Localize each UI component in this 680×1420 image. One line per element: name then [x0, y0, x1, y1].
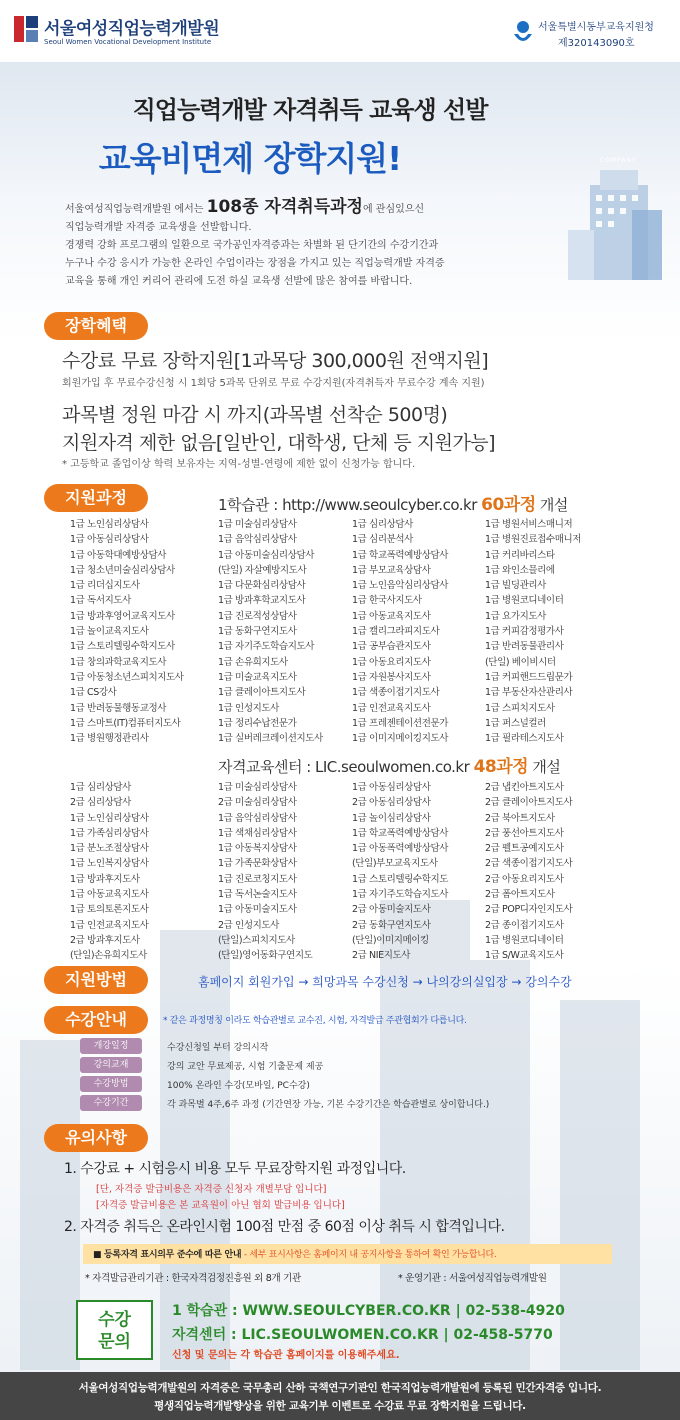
education-office-logo-icon — [512, 20, 534, 46]
course-item: 1급 프레젠테이션전문가 — [352, 717, 449, 729]
course-item: 1급 스토리텔링수학지도사 — [70, 641, 175, 653]
course-item: 1급 미술심리상담사 — [218, 782, 297, 793]
course-item: 1급 아동폭력예방상담사 — [352, 843, 449, 855]
course-item: 1급 아동미술심리상담사 — [218, 549, 315, 561]
course-item: 1급 미술심리상담사 — [218, 519, 297, 530]
guide-tag: 수강기간 — [80, 1095, 142, 1111]
course-item: 2급 심리상담사 — [70, 797, 131, 809]
course-item: 1급 진로코칭지도사 — [218, 873, 297, 885]
background-building — [560, 1000, 640, 1370]
course-item: (단일)손유희지도사 — [70, 950, 147, 962]
site1-course-count: 60과정 — [481, 495, 536, 515]
course-item: 1급 노인심리상담사 — [70, 812, 149, 824]
course-item: 1급 노인심리상담사 — [70, 519, 149, 530]
inquiry-site1[interactable]: 1 학습관 : WWW.SEOULCYBER.CO.KR | 02-538-4920 — [172, 1303, 565, 1319]
course-item: 1급 스토리텔링수학지도 — [352, 873, 449, 885]
course-item: (단일)부모교육지도사 — [352, 858, 438, 870]
course-item: 1급 음악심리상담사 — [218, 812, 297, 824]
course-item: 1급 정리수납전문가 — [218, 717, 297, 729]
course-item: 1급 부동산자산관리사 — [485, 687, 573, 699]
course-item: 2급 인성지도사 — [218, 919, 279, 931]
course-item: 1급 진로적성상담사 — [218, 610, 297, 622]
course-item: 1급 심리상담사 — [352, 519, 413, 530]
course-item: 1급 음악심리상담사 — [218, 534, 297, 546]
course-item: 1급 자기주도학습지도사 — [352, 889, 449, 901]
course-item: 1급 한국사지도사 — [352, 595, 422, 607]
course-item: 1급 독서논술지도사 — [218, 889, 297, 901]
course-item: 1급 아동심리상담사 — [70, 534, 149, 546]
course-item: 1급 자기주도학습지도사 — [218, 641, 315, 653]
site2-course-count: 48과정 — [473, 757, 529, 777]
course-item: 1급 아동미술지도사 — [218, 904, 297, 916]
intro-text: 직업능력개발 자격증 교육생을 선발합니다. — [65, 222, 252, 233]
course-item: 1급 반려동물행동교정사 — [70, 702, 167, 714]
intro-text: 누구나 수강 응시가 가능한 온라인 수업이라는 장점을 가지고 있는 직업능력개발 자격증 — [65, 258, 445, 269]
course-column — [70, 517, 184, 746]
institute-name-en: Seoul Women Vocational Development Institute — [44, 38, 212, 46]
intro-text: 교육을 통해 개인 커리어 관리에 도전 하실 교육생 선발에 많은 참여를 바랍니다. — [65, 276, 413, 287]
caution-note: [자격증 발급비용은 본 교육원이 아닌 협회 발급비용 입니다] — [96, 1200, 345, 1211]
course-item: 1급 심리상담사 — [70, 782, 131, 793]
course-item: 2급 아동심리상담사 — [352, 797, 431, 809]
inquiry-label: 수강 — [98, 1310, 131, 1330]
site1-suffix: 개설 — [535, 496, 568, 514]
guide-text: 각 과목별 4주,6주 과정 (기간연장 가능, 기본 수강기간은 학습관별로 상이합니다.) — [167, 1100, 490, 1110]
course-column — [485, 780, 572, 964]
course-item: (단일)이미지메이킹 — [352, 934, 429, 946]
course-item: 1급 노인음악심리상담사 — [352, 580, 449, 592]
course-item: 1급 미술교육지도사 — [218, 671, 297, 683]
guide-tag: 개강일정 — [80, 1038, 142, 1054]
course-item: (단일)영어동화구연지도 — [218, 950, 313, 962]
course-item: 1급 아동요리지도사 — [352, 656, 431, 668]
course-item: 2급 NIE지도사 — [352, 950, 411, 962]
course-column — [352, 780, 448, 964]
guide-tag: 강의교재 — [80, 1057, 142, 1073]
inquiry-note: 신청 및 문의는 각 학습관 홈페이지를 이용해주세요. — [172, 1350, 400, 1361]
course-item: 1급 병원코디네이터 — [485, 934, 564, 946]
course-item: 1급 학교폭력예방상담사 — [352, 549, 449, 561]
caution-item: 2. 자격증 취득은 온라인시험 100점 만점 중 60점 이상 취득 시 합격입니다. — [64, 1219, 505, 1235]
intro-text: 에 관심있으신 — [362, 204, 425, 215]
intro-text: 서울여성직업능력개발원 에서는 — [65, 204, 207, 215]
course-column — [70, 780, 148, 964]
guide-tag: 수강방법 — [80, 1076, 142, 1092]
course-item: 1급 청소년미술심리상담사 — [70, 564, 175, 576]
course-item: 2급 북아트지도사 — [485, 812, 555, 824]
course-item: 1급 학교폭력예방상담사 — [352, 827, 449, 839]
intro-paragraph — [65, 198, 535, 291]
company-label: COMPANY — [600, 157, 637, 164]
course-item: (단일) 베이비시터 — [485, 656, 556, 668]
footer-line: 서울여성직업능력개발원의 자격증은 국무총리 산하 국책연구기관인 한국직업능력개발원에 등록된 민간자격증 입니다. — [78, 1382, 602, 1394]
course-item: 1급 인전교육지도사 — [70, 919, 149, 931]
course-item: 1급 부모교육상담사 — [352, 564, 431, 576]
course-item: 1급 아동교육지도사 — [352, 610, 431, 622]
course-item: 1급 아동청소년스피치지도사 — [70, 671, 184, 683]
course-item: 1급 S/W교육지도사 — [485, 950, 564, 962]
course-column — [485, 517, 581, 746]
course-item: 1급 퍼스널컬러 — [485, 717, 546, 729]
site1-url[interactable]: 1학습관 : http://www.seoulcyber.co.kr — [218, 496, 482, 514]
course-item: 1급 커피핸드드립문가 — [485, 671, 573, 683]
course-item: 1급 아동복지상담사 — [218, 843, 297, 855]
course-item: 2급 미술심리상담사 — [218, 797, 297, 809]
course-item: 1급 방과후학교지도사 — [218, 595, 306, 607]
course-item: 1급 캘리그라피지도사 — [352, 626, 440, 638]
course-column — [352, 517, 448, 746]
method-label: 지원방법 — [44, 966, 148, 994]
courses-label: 지원과정 — [44, 484, 148, 512]
course-item: 2급 종이접기지도사 — [485, 919, 564, 931]
course-item: 1급 커피감정평가사 — [485, 626, 564, 638]
course-item: 1급 놀이심리상담사 — [352, 812, 431, 824]
site2-heading — [218, 752, 560, 777]
course-item: 1급 아동교육지도사 — [70, 889, 149, 901]
course-item: (단일) 자살예방지도사 — [218, 564, 307, 576]
institute-logo-icon — [14, 16, 38, 42]
guide-text: 강의 교안 무료제공, 시험 기출문제 제공 — [167, 1062, 324, 1072]
course-item: 1급 필라테스지도사 — [485, 733, 564, 745]
course-item: 1급 손유희지도사 — [218, 656, 288, 668]
caution-note: [단, 자격증 발급비용은 자격증 신청자 개별부담 입니다] — [96, 1184, 327, 1195]
course-item: 1급 토의토론지도사 — [70, 904, 149, 916]
company-building-icon — [560, 150, 670, 280]
site2-url[interactable]: 자격교육센터 : LIC.seoulwomen.co.kr — [218, 758, 474, 776]
course-item: 1급 스피치지도사 — [485, 702, 555, 714]
course-item: (단일)스피치지도사 — [218, 934, 295, 946]
guide-label: 수강안내 — [44, 1006, 148, 1034]
course-item: 1급 인전교육지도사 — [352, 702, 431, 714]
course-item: 1급 가족심리상담사 — [70, 827, 149, 839]
course-item: 1급 노인복지상담사 — [70, 858, 149, 870]
course-item: 2급 클레이아트지도사 — [485, 797, 573, 809]
course-item: 1급 요가지도사 — [485, 610, 546, 622]
notice-text — [93, 1247, 496, 1260]
guide-note: * 같은 과정명칭 이라도 학습관별로 교수진, 시험, 자격발급 주관협회가 다릅니다. — [163, 1016, 467, 1026]
course-item: 1급 병원코디네이터 — [485, 595, 564, 607]
course-item: 2급 펠트공예지도사 — [485, 843, 564, 855]
course-item: 2급 냅킨아트지도사 — [485, 782, 564, 793]
course-item: 1급 가족문화상담사 — [218, 858, 297, 870]
course-item: 2급 방과후지도사 — [70, 934, 140, 946]
course-item: 1급 아동심리상담사 — [352, 782, 431, 793]
course-item: 1급 창의과학교육지도사 — [70, 656, 167, 668]
course-column — [218, 780, 312, 964]
intro-highlight: 108종 자격취득과정 — [206, 197, 363, 217]
course-item: 2급 색종이접기지도사 — [485, 858, 573, 870]
course-item: 1급 와인소믈리에 — [485, 564, 555, 576]
guide-text: 100% 온라인 수강(모바일, PC수강) — [167, 1081, 310, 1091]
benefit-line: 과목별 정원 마감 시 까지(과목별 선착순 500명) — [62, 404, 448, 426]
education-office-name: 서울특별시동부교육지원청 — [538, 22, 654, 33]
caution-label: 유의사항 — [44, 1124, 148, 1152]
method-steps: 홈페이지 회원가입 → 희망과목 수강신청 → 나의강의실입장 → 강의수강 — [198, 975, 572, 989]
course-item: 2급 폼아트지도사 — [485, 889, 555, 901]
benefits-label: 장학혜택 — [44, 312, 148, 340]
site2-suffix: 개설 — [528, 758, 561, 776]
course-item: 1급 분노조절상담사 — [70, 843, 149, 855]
course-item: 1급 스마트(IT)컴퓨터지도사 — [70, 717, 181, 729]
course-item: 1급 커리바리스타 — [485, 549, 555, 561]
main-title: 직업능력개발 자격취득 교육생 선발 — [132, 96, 488, 124]
course-item: 1급 다문화심리상담사 — [218, 580, 306, 592]
benefit-line: 지원자격 제한 없음[일반인, 대학생, 단체 등 지원가능] — [62, 432, 496, 454]
registration-number: 제320143090호 — [558, 38, 635, 49]
course-item: 1급 동화구연지도사 — [218, 626, 297, 638]
notice-detail: - 세부 표시사항은 홈페이지 내 공지사항을 통하여 확인 가능합니다. — [241, 1250, 497, 1260]
course-item: 2급 풍선아트지도사 — [485, 827, 564, 839]
footer-line: 평생직업능력개발향상을 위한 교육기부 이벤트로 수강료 무료 장학지원을 드립니다. — [154, 1400, 526, 1412]
background-building — [20, 1040, 80, 1370]
course-item: 1급 색종이접기지도사 — [352, 687, 440, 699]
course-item: 2급 POP디자인지도사 — [485, 904, 573, 916]
benefit-line: 수강료 무료 장학지원[1과목당 300,000원 전액지원] — [62, 350, 489, 372]
course-item: 1급 반려동물관리사 — [485, 641, 564, 653]
notice-title: ■ 등록자격 표시의무 준수에 따른 안내 — [93, 1250, 242, 1260]
course-item: 1급 병원행정관리사 — [70, 733, 149, 745]
course-item: 1급 심리분석사 — [352, 534, 413, 546]
course-item: 1급 색채심리상담사 — [218, 827, 297, 839]
benefit-note: * 고등학교 졸업이상 학력 보유자는 지역-성별-연령에 제한 없이 신청가능 합니다. — [62, 459, 416, 470]
course-item: 1급 클레이아트지도사 — [218, 687, 306, 699]
course-item: 2급 아동미술지도사 — [352, 904, 431, 916]
course-item: 1급 리더십지도사 — [70, 580, 140, 592]
course-item: 1급 놀이교육지도사 — [70, 626, 149, 638]
course-item: 1급 공부습관지도사 — [352, 641, 431, 653]
institute-name: 서울여성직업능력개발원 — [44, 19, 220, 39]
course-item: 1급 자원봉사지도사 — [352, 671, 431, 683]
main-headline: 교육비면제 장학지원! — [98, 139, 402, 178]
course-item: 1급 CS강사 — [70, 687, 117, 699]
course-item: 1급 병원서비스매니저 — [485, 519, 573, 530]
course-item: 1급 인성지도사 — [218, 702, 279, 714]
course-item: 1급 독서지도사 — [70, 595, 131, 607]
course-item: 2급 동화구연지도사 — [352, 919, 431, 931]
course-item: 2급 아동요리지도사 — [485, 873, 564, 885]
course-column — [218, 517, 323, 746]
course-item: 1급 방과후영어교육지도사 — [70, 610, 175, 622]
issuer-line: * 자격발급관리기관 : 한국자격검정진흥원 외 8개 기관 — [85, 1273, 301, 1284]
course-item: 1급 아동학대예방상담사 — [70, 549, 167, 561]
course-item: 1급 빌딩관리사 — [485, 580, 546, 592]
course-item: 1급 이미지메이킹지도사 — [352, 733, 449, 745]
inquiry-site2[interactable]: 자격센터 : LIC.SEOULWOMEN.CO.KR | 02-458-5770 — [172, 1327, 553, 1343]
operator-line: * 운영기관 : 서울여성직업능력개발원 — [398, 1273, 547, 1284]
benefit-note: 회원가입 후 무료수강신청 시 1회당 5과목 단위로 무료 수강지원(자격취득자 무료수강 계속 지원) — [62, 378, 485, 389]
caution-item: 1. 수강료 + 시험응시 비용 모두 무료장학지원 과정입니다. — [64, 1161, 406, 1177]
site1-heading — [218, 490, 568, 515]
course-item: 1급 실버레크레이션지도사 — [218, 733, 323, 745]
course-item: 1급 방과후지도사 — [70, 873, 140, 885]
intro-text: 경쟁력 강화 프로그램의 일환으로 국가공인자격증과는 차별화 된 단기간의 수강기간과 — [65, 240, 439, 251]
guide-text: 수강신청일 부터 강의시작 — [167, 1043, 269, 1053]
course-item: 1급 병원진료접수매니저 — [485, 534, 582, 546]
inquiry-label: 문의 — [98, 1332, 131, 1352]
